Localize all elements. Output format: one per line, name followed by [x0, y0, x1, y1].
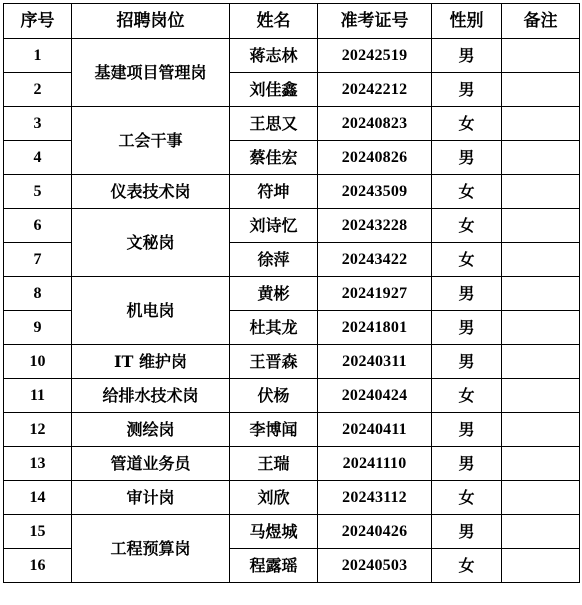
gender-cell: 男 [432, 311, 502, 345]
exam-no-cell: 20241801 [318, 311, 432, 345]
note-cell [502, 515, 580, 549]
table-row [4, 447, 580, 481]
header-gender: 性别 [432, 4, 502, 39]
position-cell: 工会干事 [72, 107, 230, 175]
seq-cell: 2 [4, 73, 72, 107]
note-cell [502, 39, 580, 73]
table-row [4, 39, 580, 73]
note-cell [502, 209, 580, 243]
note-cell [502, 243, 580, 277]
exam-no-cell: 20240823 [318, 107, 432, 141]
note-cell [502, 73, 580, 107]
position-cell: 审计岗 [72, 481, 230, 515]
exam-no-cell: 20243112 [318, 481, 432, 515]
seq-cell: 8 [4, 277, 72, 311]
note-cell [502, 345, 580, 379]
exam-no-cell: 20240426 [318, 515, 432, 549]
seq-cell: 14 [4, 481, 72, 515]
seq-cell: 16 [4, 549, 72, 583]
name-cell: 程露瑶 [230, 549, 318, 583]
header-note: 备注 [502, 4, 580, 39]
gender-cell: 男 [432, 277, 502, 311]
name-cell: 王思又 [230, 107, 318, 141]
note-cell [502, 447, 580, 481]
exam-no-cell: 20241927 [318, 277, 432, 311]
gender-cell: 男 [432, 39, 502, 73]
position-cell: 测绘岗 [72, 413, 230, 447]
position-cell: 管道业务员 [72, 447, 230, 481]
gender-cell: 女 [432, 175, 502, 209]
position-cell: 机电岗 [72, 277, 230, 345]
name-cell: 王瑞 [230, 447, 318, 481]
name-cell: 刘诗忆 [230, 209, 318, 243]
seq-cell: 10 [4, 345, 72, 379]
note-cell [502, 413, 580, 447]
exam-no-cell: 20242212 [318, 73, 432, 107]
name-cell: 徐萍 [230, 243, 318, 277]
header-seq: 序号 [4, 4, 72, 39]
note-cell [502, 141, 580, 175]
candidate-table [3, 3, 580, 583]
gender-cell: 男 [432, 73, 502, 107]
position-cell: IT 维护岗 [72, 345, 230, 379]
exam-no-cell: 20240503 [318, 549, 432, 583]
header-name: 姓名 [230, 4, 318, 39]
seq-cell: 1 [4, 39, 72, 73]
seq-cell: 13 [4, 447, 72, 481]
table-row [4, 175, 580, 209]
gender-cell: 女 [432, 481, 502, 515]
name-cell: 蒋志林 [230, 39, 318, 73]
table-header-row [4, 4, 580, 39]
table-row [4, 107, 580, 141]
seq-cell: 6 [4, 209, 72, 243]
note-cell [502, 107, 580, 141]
name-cell: 符坤 [230, 175, 318, 209]
gender-cell: 女 [432, 379, 502, 413]
note-cell [502, 549, 580, 583]
table-row [4, 515, 580, 549]
table-row [4, 413, 580, 447]
exam-no-cell: 20243228 [318, 209, 432, 243]
gender-cell: 男 [432, 345, 502, 379]
gender-cell: 男 [432, 413, 502, 447]
seq-cell: 9 [4, 311, 72, 345]
seq-cell: 12 [4, 413, 72, 447]
note-cell [502, 379, 580, 413]
gender-cell: 男 [432, 515, 502, 549]
gender-cell: 女 [432, 243, 502, 277]
position-cell: 文秘岗 [72, 209, 230, 277]
header-exam-no: 准考证号 [318, 4, 432, 39]
note-cell [502, 277, 580, 311]
exam-no-cell: 20243422 [318, 243, 432, 277]
exam-no-cell: 20240424 [318, 379, 432, 413]
gender-cell: 男 [432, 447, 502, 481]
position-cell: 仪表技术岗 [72, 175, 230, 209]
name-cell: 杜其龙 [230, 311, 318, 345]
position-cell: 给排水技术岗 [72, 379, 230, 413]
position-cell: 工程预算岗 [72, 515, 230, 583]
exam-no-cell: 20241110 [318, 447, 432, 481]
name-cell: 蔡佳宏 [230, 141, 318, 175]
note-cell [502, 311, 580, 345]
seq-cell: 5 [4, 175, 72, 209]
name-cell: 李博闻 [230, 413, 318, 447]
exam-no-cell: 20240826 [318, 141, 432, 175]
name-cell: 王晋森 [230, 345, 318, 379]
gender-cell: 女 [432, 549, 502, 583]
exam-no-cell: 20240411 [318, 413, 432, 447]
table-row [4, 379, 580, 413]
gender-cell: 男 [432, 141, 502, 175]
exam-no-cell: 20243509 [318, 175, 432, 209]
seq-cell: 15 [4, 515, 72, 549]
table-row [4, 277, 580, 311]
header-position: 招聘岗位 [72, 4, 230, 39]
table-row [4, 481, 580, 515]
name-cell: 伏杨 [230, 379, 318, 413]
seq-cell: 3 [4, 107, 72, 141]
exam-no-cell: 20242519 [318, 39, 432, 73]
seq-cell: 7 [4, 243, 72, 277]
table-row [4, 345, 580, 379]
gender-cell: 女 [432, 107, 502, 141]
name-cell: 刘佳鑫 [230, 73, 318, 107]
note-cell [502, 481, 580, 515]
note-cell [502, 175, 580, 209]
name-cell: 黄彬 [230, 277, 318, 311]
name-cell: 刘欣 [230, 481, 318, 515]
table-row [4, 209, 580, 243]
position-cell: 基建项目管理岗 [72, 39, 230, 107]
name-cell: 马煜城 [230, 515, 318, 549]
exam-no-cell: 20240311 [318, 345, 432, 379]
gender-cell: 女 [432, 209, 502, 243]
seq-cell: 4 [4, 141, 72, 175]
seq-cell: 11 [4, 379, 72, 413]
